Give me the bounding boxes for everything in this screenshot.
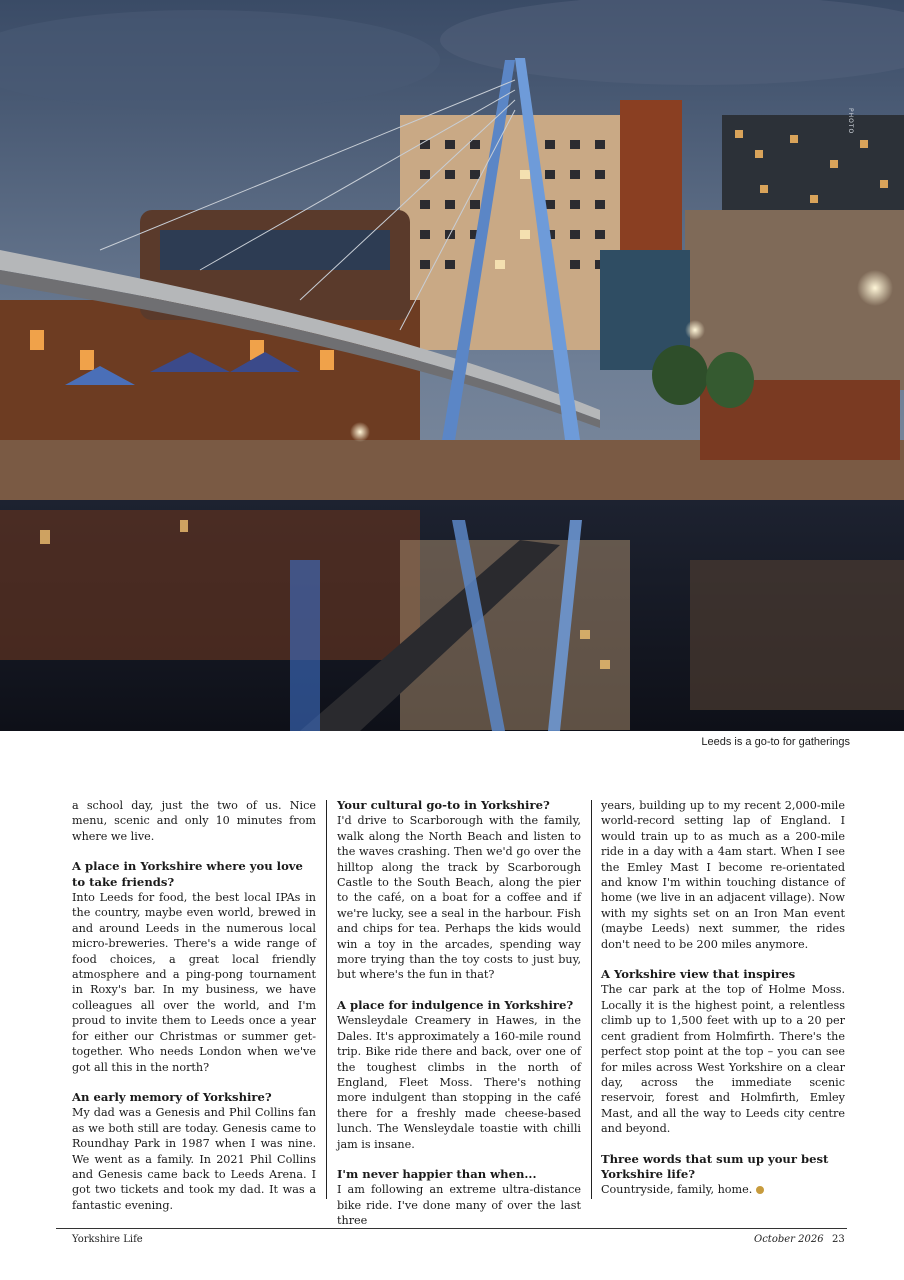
column-divider bbox=[591, 800, 592, 1199]
paragraph-text: Countryside, family, home. bbox=[601, 1183, 753, 1197]
paragraph: Into Leeds for food, the best local IPAs in the country, maybe even world, brewed in and around Leeds in the numerous local micro-breweries. There's a wide range of food choices, a great local friendly atmosphere and a ping-pong tournament in Roxy's bar. In my business, we have colleagues all over the world, and I'm proud to invite them to Leeds once a year for either our Christmas or summer get-together. Who needs London when we've got all this in the north? bbox=[72, 891, 316, 1074]
question-heading: A place in Yorkshire where you love to take friends? bbox=[72, 859, 303, 889]
paragraph: My dad was a Genesis and Phil Collins fan as we both still are today. Genesis came to Roundhay Park in 1987 when I was nine. We went as a family. In 2021 Phil Collins and Genesis came back to Leeds Arena. I got two tickets and took my dad. It was a fantastic evening. bbox=[72, 1106, 316, 1212]
magazine-name: Yorkshire Life bbox=[72, 1234, 143, 1245]
end-mark-icon bbox=[756, 1186, 764, 1194]
article-column-3 bbox=[601, 798, 845, 1198]
paragraph: I'd drive to Scarborough with the family, walk along the North Beach and listen to the waves crashing. Then we'd go over the hilltop along the track by Scarborough Castle to the South Beach, along the pier to the café, on a boat for a coffee and if we're lucky, see a seal in the harbour. Fish and chips for tea. Perhaps the kids would win a toy in the arcades, spending way more trying than the toy costs to just buy, but where's the fun in that? bbox=[337, 814, 581, 982]
question-heading: Three words that sum up your best Yorkshire life? bbox=[601, 1151, 829, 1181]
question-heading: An early memory of Yorkshire? bbox=[72, 1089, 272, 1104]
paragraph: years, building up to my recent 2,000-mile world-record setting lap of England. I would train up to as much as a 200-mile ride in a day with a 4am start. When I see the Emley Mast I become re-orientated and know I'm within touching distance of home (we live in an adjacent village). Now with my sights set on an Iron Man event (maybe Leeds) next summer, the rides don't need to be 200 miles anymore. bbox=[601, 799, 845, 951]
paragraph: a school day, just the two of us. Nice menu, scenic and only 10 minutes from where we live. bbox=[72, 799, 316, 843]
paragraph: I am following an extreme ultra-distance bike ride. I've done many of over the last three bbox=[337, 1183, 581, 1228]
paragraph: The car park at the top of Holme Moss. Locally it is the highest point, a relentless climb up to 1,500 feet with up to a 20 per cent gradient from Holmfirth. There's the perfect stop point at the top – you can see for miles across West Yorkshire on a clear day, across the immediate scenic reservoir, forest and Holmfirth, Emley Mast, and all the way to Leeds city centre and beyond. bbox=[601, 983, 845, 1136]
question-heading: Your cultural go-to in Yorkshire? bbox=[337, 798, 550, 812]
article-column-1 bbox=[72, 798, 316, 1213]
photo-credit: PHOTO bbox=[847, 108, 854, 135]
column-divider bbox=[326, 800, 327, 1199]
article-column-2 bbox=[337, 798, 581, 1229]
question-heading: A Yorkshire view that inspires bbox=[601, 967, 796, 982]
photo-caption: Leeds is a go-to for gatherings bbox=[701, 736, 850, 748]
question-heading: A place for indulgence in Yorkshire? bbox=[337, 997, 574, 1012]
question-heading: I'm never happier than when... bbox=[337, 1166, 537, 1181]
paragraph: Wensleydale Creamery in Hawes, in the Dales. It's approximately a 160-mile round trip. Bike ride there and back, over one of the toughest climbs in the north of England, Fleet Moss. There's nothing more indulgent than stopping in the café there for a freshly made cheese-based lunch. The Wensleydale toastie with chilli jam is insane. bbox=[337, 1014, 581, 1151]
issue-date: October 2026 bbox=[754, 1234, 824, 1245]
closing-paragraph bbox=[601, 1182, 845, 1197]
footer-rule bbox=[56, 1228, 847, 1229]
page-number: 23 bbox=[832, 1234, 845, 1245]
